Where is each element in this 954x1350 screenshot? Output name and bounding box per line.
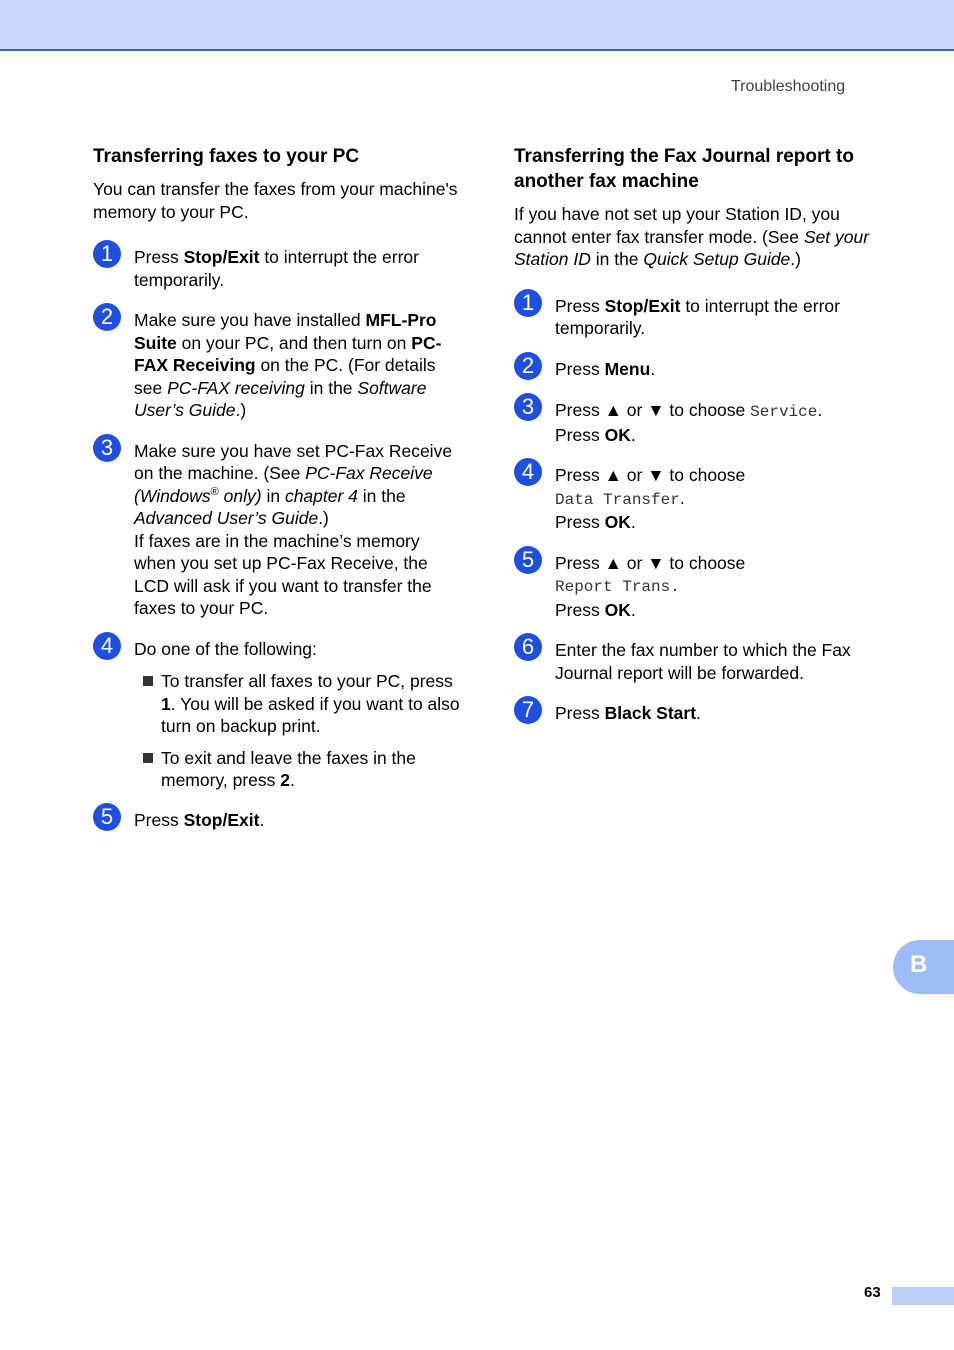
- step-text: Press ▲ or ▼ to choose: [555, 400, 751, 420]
- step-number-badge: 2: [93, 303, 121, 331]
- right-step-4: [514, 459, 886, 534]
- right-column: [514, 144, 886, 725]
- step-text: .: [630, 599, 636, 620]
- option-list: [134, 670, 463, 792]
- top-color-band: [0, 0, 954, 51]
- key-name: 1: [161, 693, 171, 714]
- step-text: Press: [555, 599, 605, 620]
- left-step-3: [93, 434, 463, 620]
- step-text: Press: [134, 247, 184, 267]
- step-note: If faxes are in the machine’s memory when you set up PC-Fax Receive, the LCD will ask if you want to transfer the faxes to your PC.: [134, 530, 432, 618]
- option-text: .: [290, 770, 295, 790]
- step-line: [555, 574, 886, 599]
- step-text: on the PC. (For details see: [134, 355, 436, 398]
- button-name: Stop/Exit: [604, 295, 681, 316]
- button-name: Stop/Exit: [183, 809, 260, 830]
- intro-text: in the: [590, 249, 644, 269]
- left-column: [93, 144, 463, 831]
- step-text: Press ▲ or ▼ to choose: [555, 465, 746, 485]
- square-bullet-icon: [143, 676, 153, 686]
- software-name: MFL-Pro Suite: [134, 310, 437, 353]
- left-step-2: [93, 304, 463, 422]
- step-text: .: [650, 358, 656, 379]
- step-text: Press: [555, 424, 605, 445]
- left-steps: [93, 241, 463, 831]
- step-number-badge: 1: [93, 240, 121, 268]
- step-text: in: [261, 485, 285, 506]
- step-text: .): [235, 400, 247, 420]
- step-text: Press: [555, 295, 605, 316]
- lcd-menu-text: Report Trans.: [555, 578, 680, 596]
- step-text: .: [696, 703, 701, 723]
- footer-color-bar: [892, 1287, 954, 1305]
- step-text: Do one of the following:: [134, 638, 317, 659]
- reference-title: PC-FAX receiving: [167, 377, 305, 398]
- square-bullet-icon: [143, 753, 153, 763]
- intro-text: If you have not set up your Station ID, you cannot enter fax transfer mode. (See: [514, 204, 840, 247]
- option-item: [134, 670, 463, 738]
- chapter-side-tab: B: [893, 940, 954, 994]
- left-step-5: [93, 803, 463, 832]
- step-text: .: [259, 809, 265, 830]
- step-number-badge: 2: [514, 352, 542, 380]
- page-number: 63: [864, 1284, 881, 1301]
- guide-title: Advanced User’s Guide: [134, 508, 319, 528]
- step-number-badge: 3: [93, 434, 121, 462]
- option-text: To transfer all faxes to your PC, press: [161, 671, 453, 691]
- intro-text: .): [790, 249, 801, 269]
- step-line: [555, 511, 886, 534]
- lcd-menu-text: Service: [750, 403, 818, 421]
- step-number-badge: 5: [514, 546, 542, 574]
- step-text: in the: [357, 485, 406, 506]
- option-text: . You will be asked if you want to also turn on backup print.: [161, 693, 460, 736]
- right-steps: [514, 289, 886, 725]
- step-text: Press: [555, 358, 605, 379]
- right-step-5: [514, 546, 886, 622]
- feature-name: PC-FAX Receiving: [134, 332, 442, 375]
- step-text: in the: [304, 377, 358, 398]
- right-intro: [514, 203, 886, 271]
- step-text: to interrupt the error temporarily.: [555, 295, 840, 338]
- registered-mark: ®: [210, 485, 219, 498]
- right-step-2: [514, 352, 886, 381]
- button-name: OK: [604, 424, 631, 445]
- step-text: .: [817, 400, 823, 420]
- guide-title: Software User’s Guide: [134, 377, 427, 420]
- step-number-badge: 1: [514, 289, 542, 317]
- step-text: to interrupt the error temporarily.: [134, 247, 419, 290]
- step-text: Make sure you have installed: [134, 310, 366, 330]
- key-name: 2: [280, 770, 291, 790]
- step-number-badge: 4: [93, 632, 121, 660]
- button-name: Stop/Exit: [183, 247, 260, 267]
- button-name: Menu: [604, 358, 651, 379]
- step-text: on your PC, and then turn on: [176, 332, 412, 353]
- step-text: Press: [134, 809, 184, 830]
- step-number-badge: 6: [514, 633, 542, 661]
- right-step-1: [514, 289, 886, 340]
- right-step-6: [514, 634, 886, 684]
- step-number-badge: 4: [514, 458, 542, 486]
- right-step-7: [514, 697, 886, 725]
- left-step-4: [93, 632, 463, 792]
- guide-title: Quick Setup Guide: [643, 249, 791, 269]
- left-intro: You can transfer the faxes from your machine's memory to your PC.: [93, 179, 458, 222]
- button-name: OK: [604, 599, 631, 620]
- option-item: [134, 747, 463, 792]
- step-text: .: [630, 512, 636, 532]
- lcd-menu-text: Data Transfer: [555, 490, 680, 509]
- reference-title: only): [218, 485, 262, 506]
- step-text: Enter the fax number to which the Fax Journal report will be forwarded.: [555, 640, 851, 683]
- button-name: OK: [604, 512, 631, 532]
- step-number-badge: 3: [514, 393, 542, 421]
- option-text: To exit and leave the faxes in the memory, press: [161, 747, 416, 790]
- right-section-heading: Transferring the Fax Journal report to another fax machine: [514, 146, 854, 192]
- step-text: .: [679, 487, 685, 508]
- reference-title: PC-Fax Receive (Windows: [134, 463, 433, 506]
- step-text: .: [630, 424, 636, 445]
- right-step-3: [514, 394, 886, 446]
- step-text: Press ▲ or ▼ to choose: [555, 552, 746, 573]
- step-line: [555, 487, 886, 512]
- step-line: [555, 599, 886, 622]
- step-number-badge: 7: [514, 696, 542, 724]
- running-header: Troubleshooting: [731, 78, 846, 95]
- step-text: Press: [555, 512, 605, 532]
- button-name: Black Start: [604, 703, 697, 723]
- step-text: Make sure you have set PC-Fax Receive on the machine. (See: [134, 440, 453, 483]
- step-text: .): [318, 508, 329, 528]
- step-number-badge: 5: [93, 803, 121, 831]
- step-line: [555, 424, 886, 447]
- left-step-1: [93, 241, 463, 291]
- chapter-reference: chapter 4: [284, 485, 358, 506]
- left-section-heading: Transferring faxes to your PC: [93, 146, 360, 167]
- step-text: Press: [555, 703, 605, 723]
- reference-title: Set your Station ID: [514, 226, 870, 269]
